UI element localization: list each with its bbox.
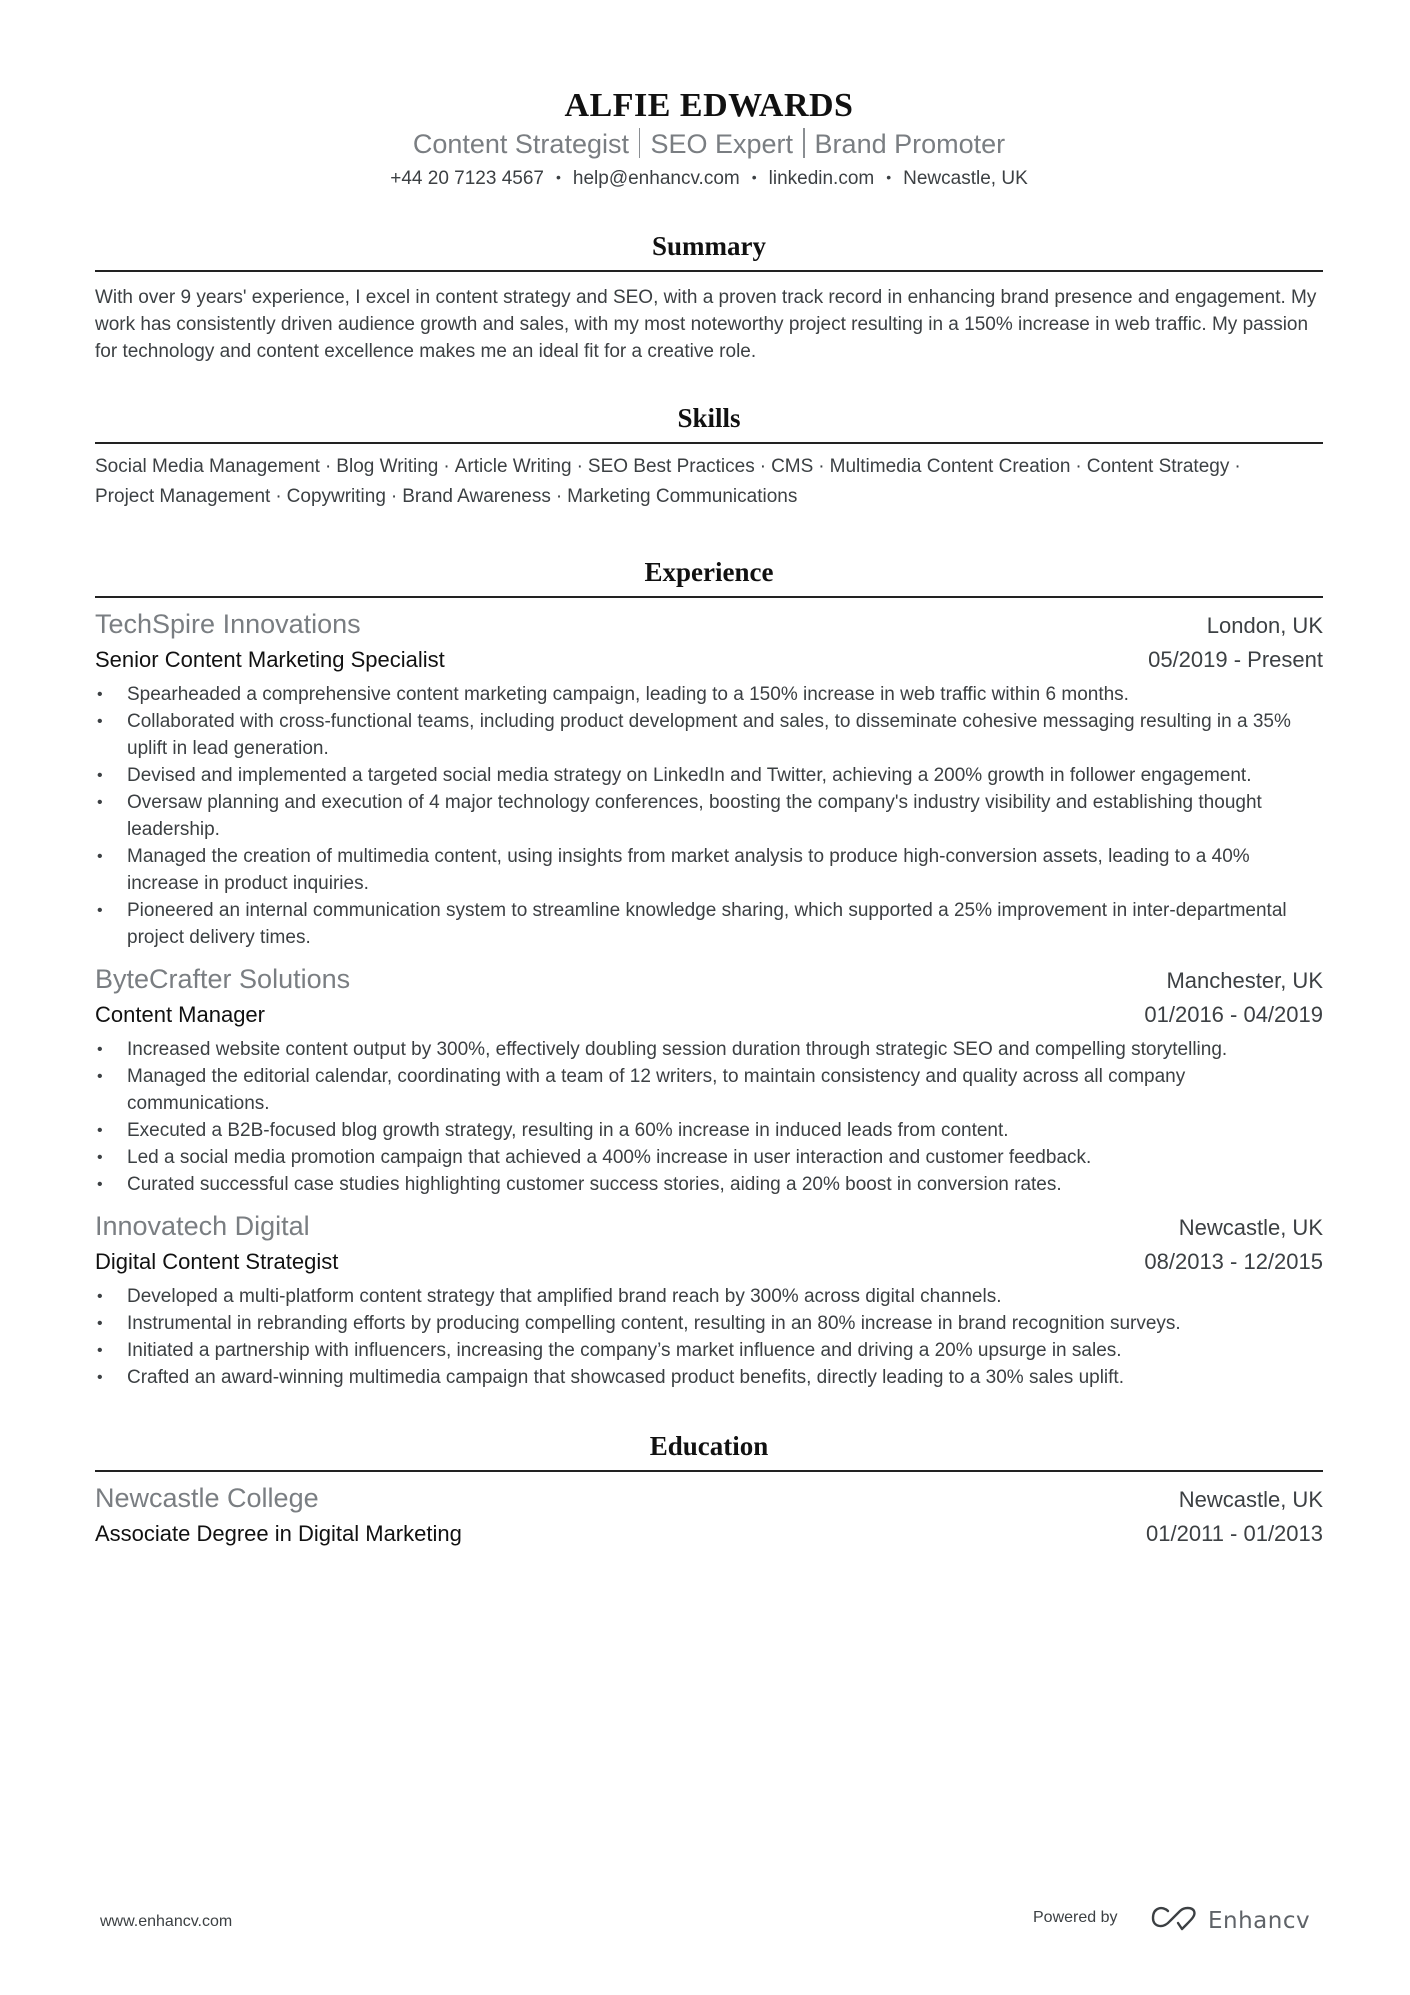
contact-phone[interactable]: +44 20 7123 4567 xyxy=(390,168,544,189)
skill-item: SEO Best Practices xyxy=(587,456,755,477)
bullet-separator: • xyxy=(556,169,561,185)
experience-section xyxy=(95,555,1323,1391)
job-dates: 01/2016 - 04/2019 xyxy=(1144,1002,1323,1027)
skill-item: Article Writing xyxy=(454,456,572,477)
skill-item: Project Management xyxy=(95,486,271,507)
tagline-separator xyxy=(803,128,805,158)
entry-header-row xyxy=(95,1208,1323,1246)
achievement-list xyxy=(95,1036,1323,1198)
skill-item: Content Strategy xyxy=(1086,456,1230,477)
skills-list xyxy=(95,452,1323,512)
skill-separator: · xyxy=(555,486,563,507)
achievement-item: • Collaborated with cross-functional teams, including product development and sales, to disseminate cohesive messaging resulting in a 35% uplift in lead generation. xyxy=(95,708,1323,762)
entry-header-row xyxy=(95,961,1323,999)
school-location: Newcastle, UK xyxy=(1178,1487,1323,1512)
achievement-list xyxy=(95,1283,1323,1391)
candidate-name: ALFIE EDWARDS xyxy=(564,87,854,124)
entry-header-row xyxy=(95,1480,1323,1518)
achievement-item: • Pioneered an internal communication system to streamline knowledge sharing, which supported a 25% improvement in inter-departmental project delivery times. xyxy=(95,897,1323,951)
skill-separator: · xyxy=(443,456,450,477)
experience-entry xyxy=(95,606,1323,951)
resume-page xyxy=(95,0,1323,1550)
experience-entry xyxy=(95,1208,1323,1391)
section-title: Summary xyxy=(95,229,1323,272)
achievement-item: • Developed a multi-platform content strategy that amplified brand reach by 300% across digital channels. xyxy=(95,1283,1323,1310)
skill-separator: · xyxy=(1075,456,1082,477)
section-title: Skills xyxy=(95,401,1323,444)
company-name: ByteCrafter Solutions xyxy=(95,964,351,994)
skill-item: CMS xyxy=(771,456,814,477)
job-dates: 05/2019 - Present xyxy=(1148,647,1323,672)
summary-text: With over 9 years' experience, I excel in content strategy and SEO, with a proven track record in enhancing brand presence and engagement. My work has consistently driven audience growth and sales, with my most noteworthy project resulting in a 150% increase in web traffic. My passion for technology and content excellence makes me an ideal fit for a creative role. xyxy=(95,287,1317,362)
entry-subheader-row xyxy=(95,999,1323,1031)
skill-item: Marketing Communications xyxy=(567,486,798,507)
powered-by-label: Powered by xyxy=(1033,1909,1118,1926)
skill-separator: · xyxy=(275,486,282,507)
achievement-item: • Spearheaded a comprehensive content marketing campaign, leading to a 150% increase in web traffic within 6 months. xyxy=(95,681,1323,708)
tagline-item: SEO Expert xyxy=(650,129,794,159)
school-name: Newcastle College xyxy=(95,1483,319,1513)
tagline xyxy=(95,126,1323,162)
summary-section xyxy=(95,229,1323,365)
tagline-item: Content Strategist xyxy=(412,129,629,159)
skill-separator: · xyxy=(390,486,398,507)
section-title: Education xyxy=(95,1429,1323,1472)
job-dates: 08/2013 - 12/2015 xyxy=(1144,1249,1323,1274)
entry-subheader-row xyxy=(95,644,1323,676)
job-location: London, UK xyxy=(1206,613,1323,638)
entry-subheader-row xyxy=(95,1246,1323,1278)
skill-item: Brand Awareness xyxy=(402,486,551,507)
contact-linkedin[interactable]: linkedin.com xyxy=(768,168,875,189)
education-section xyxy=(95,1429,1323,1550)
achievement-item: • Executed a B2B-focused blog growth strategy, resulting in a 60% increase in induced leads from content. xyxy=(95,1117,1323,1144)
contact-info xyxy=(95,164,1323,192)
enhancv-logo[interactable] xyxy=(1150,1905,1310,1936)
achievement-item: • Increased website content output by 300%, effectively doubling session duration through strategic SEO and compelling storytelling. xyxy=(95,1036,1323,1063)
achievement-item: • Managed the editorial calendar, coordinating with a team of 12 writers, to maintain consistency and quality across all company communications. xyxy=(95,1063,1323,1117)
job-title: Senior Content Marketing Specialist xyxy=(95,647,445,672)
contact-email[interactable]: help@enhancv.com xyxy=(572,168,740,189)
degree: Associate Degree in Digital Marketing xyxy=(95,1521,462,1546)
experience-entry xyxy=(95,961,1323,1198)
enhancv-brand-text: Enhancv xyxy=(1208,1907,1311,1934)
achievement-item: • Oversaw planning and execution of 4 major technology conferences, boosting the company's industry visibility and establishing thought leadership. xyxy=(95,789,1323,843)
achievement-item: • Led a social media promotion campaign that achieved a 400% increase in user interaction and customer feedback. xyxy=(95,1144,1323,1171)
enhancv-logo-icon xyxy=(1150,1905,1198,1936)
skill-separator: · xyxy=(818,456,825,477)
job-location: Manchester, UK xyxy=(1166,968,1323,993)
entry-subheader-row xyxy=(95,1518,1323,1550)
job-title: Content Manager xyxy=(95,1002,265,1027)
skill-item: Social Media Management xyxy=(95,456,320,477)
achievement-item: • Instrumental in rebranding efforts by producing compelling content, resulting in an 80% increase in brand recognition surveys. xyxy=(95,1310,1323,1337)
skill-separator: · xyxy=(759,456,767,477)
tagline-item: Brand Promoter xyxy=(814,129,1006,159)
job-title: Digital Content Strategist xyxy=(95,1249,339,1274)
footer-website-link[interactable]: www.enhancv.com xyxy=(100,1913,233,1930)
achievement-item: • Crafted an award-winning multimedia campaign that showcased product benefits, directly leading to a 30% sales uplift. xyxy=(95,1364,1323,1391)
job-location: Newcastle, UK xyxy=(1178,1215,1323,1240)
company-name: Innovatech Digital xyxy=(95,1211,310,1241)
skill-item: Copywriting xyxy=(286,486,386,507)
skill-separator: · xyxy=(576,456,583,477)
education-entry xyxy=(95,1480,1323,1550)
company-name: TechSpire Innovations xyxy=(95,609,361,639)
achievement-item: • Devised and implemented a targeted social media strategy on LinkedIn and Twitter, achieving a 200% growth in follower engagement. xyxy=(95,762,1323,789)
tagline-separator xyxy=(639,128,641,158)
skill-item: Multimedia Content Creation xyxy=(829,456,1071,477)
bullet-separator: • xyxy=(886,169,892,185)
resume-header xyxy=(95,0,1323,192)
entry-header-row xyxy=(95,606,1323,644)
contact-location: Newcastle, UK xyxy=(903,168,1028,189)
education-dates: 01/2011 - 01/2013 xyxy=(1146,1521,1323,1546)
bullet-separator: • xyxy=(751,169,757,185)
achievement-item: • Curated successful case studies highlighting customer success stories, aiding a 20% boost in conversion rates. xyxy=(95,1171,1323,1198)
skill-separator: · xyxy=(1234,456,1241,477)
achievement-list xyxy=(95,681,1323,951)
skills-section xyxy=(95,401,1323,512)
skill-separator: · xyxy=(324,456,332,477)
section-title: Experience xyxy=(95,555,1323,598)
skill-item: Blog Writing xyxy=(336,456,439,477)
achievement-item: • Initiated a partnership with influencers, increasing the company’s market influence and driving a 20% upsurge in sales. xyxy=(95,1337,1323,1364)
page-footer xyxy=(0,1905,1410,1945)
achievement-item: • Managed the creation of multimedia content, using insights from market analysis to produce high-conversion assets, leading to a 40% increase in product inquiries. xyxy=(95,843,1323,897)
